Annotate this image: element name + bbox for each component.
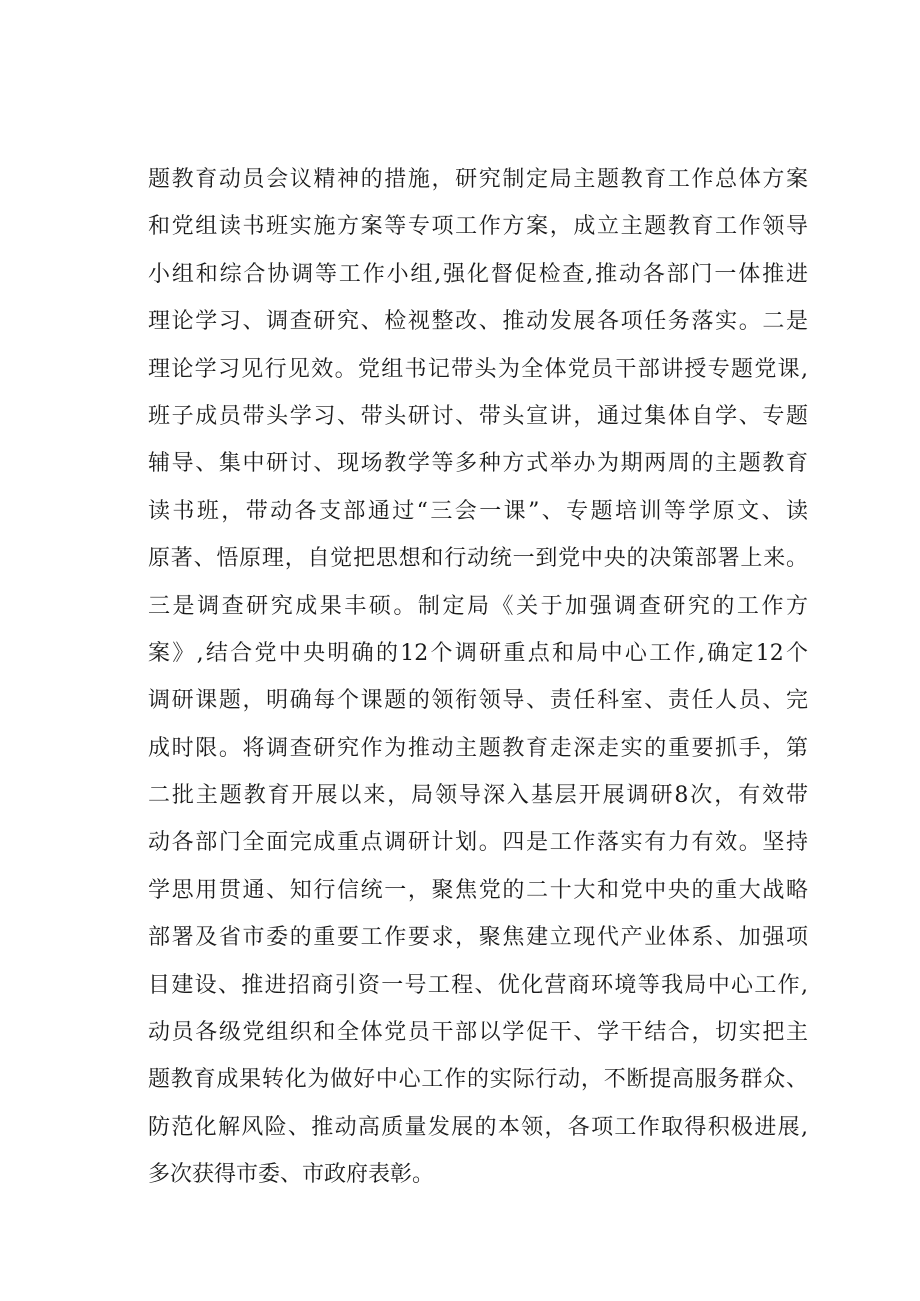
text-line: 学思用贯通、知行信统一，聚焦党的二十大和党中央的重大战略	[148, 877, 808, 903]
text-line: 部署及省市委的重要工作要求，聚焦建立现代产业体系、加强项	[148, 925, 808, 951]
text-line: 和党组读书班实施方案等专项工作方案，成立主题教育工作领导	[148, 214, 808, 240]
text-line: 多次获得市委、市政府表彰。	[148, 1162, 435, 1188]
text-line: 调研课题，明确每个课题的领衔领导、责任科室、责任人员、完	[148, 688, 808, 714]
text-line: 小组和综合协调等工作小组,强化督促检查,推动各部门一体推进	[148, 261, 808, 287]
text-line: 理论学习见行见效。党组书记带头为全体党员干部讲授专题党课,	[148, 356, 808, 382]
text-line: 读书班，带动各支部通过“三会一课”、专题培训等学原文、读	[148, 498, 808, 524]
body-paragraph	[148, 156, 808, 1199]
text-line: 理论学习、调查研究、检视整改、推动发展各项任务落实。二是	[148, 309, 808, 335]
text-line: 目建设、推进招商引资一号工程、优化营商环境等我局中心工作,	[148, 972, 808, 998]
text-line: 原著、悟原理，自觉把思想和行动统一到党中央的决策部署上来。	[148, 546, 808, 572]
text-line: 题教育动员会议精神的措施，研究制定局主题教育工作总体方案	[148, 167, 808, 192]
text-line: 题教育成果转化为做好中心工作的实际行动，不断提高服务群众、	[148, 1067, 808, 1093]
text-line: 防范化解风险、推动高质量发展的本领，各项工作取得积极进展,	[148, 1114, 808, 1140]
text-line: 三是调查研究成果丰硕。制定局《关于加强调查研究的工作方	[148, 593, 808, 619]
text-line: 案》,结合党中央明确的12个调研重点和局中心工作,确定12个	[148, 640, 808, 666]
text-line: 动员各级党组织和全体党员干部以学促干、学干结合，切实把主	[148, 1020, 808, 1046]
text-line: 班子成员带头学习、带头研讨、带头宣讲，通过集体自学、专题	[148, 403, 808, 429]
text-line: 辅导、集中研讨、现场教学等多种方式举办为期两周的主题教育	[148, 451, 808, 477]
text-line: 成时限。将调查研究作为推动主题教育走深走实的重要抓手，第	[148, 735, 808, 761]
text-line: 动各部门全面完成重点调研计划。四是工作落实有力有效。坚持	[148, 830, 808, 856]
text-line: 二批主题教育开展以来，局领导深入基层开展调研8次，有效带	[148, 783, 808, 809]
